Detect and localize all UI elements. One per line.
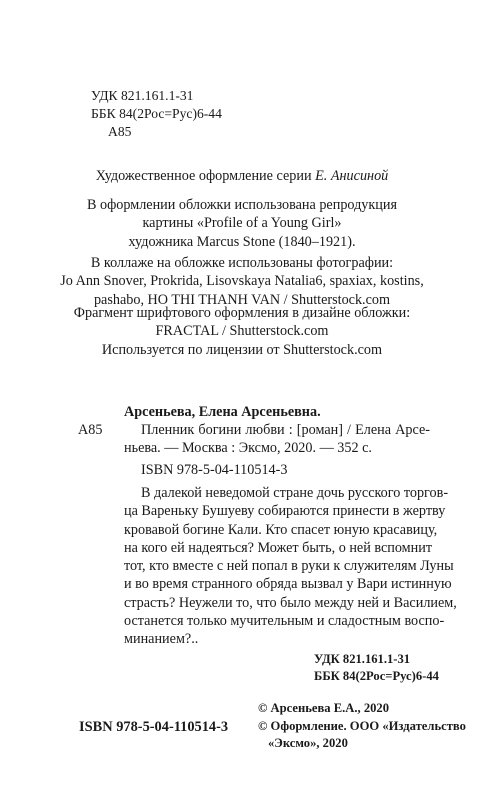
collage-line: pashabo, HO THI THANH VAN / Shutterstock.com bbox=[93, 291, 391, 308]
cover-reproduction-credit bbox=[30, 196, 454, 251]
font-fragment-line: Фрагмент шрифтового оформления в дизайне обложки: bbox=[73, 305, 411, 321]
collage-line: В коллаже на обложке использованы фотографии: bbox=[90, 255, 394, 271]
cover-repro-line: картины «Profile of a Young Girl» bbox=[142, 215, 342, 232]
title-line: ньева. — Москва : Эксмо, 2020. — 352 с. bbox=[124, 440, 372, 457]
copyright-block bbox=[258, 700, 466, 753]
annotation-line: минанием?.. bbox=[124, 631, 199, 648]
catalog-author-mark: А85 bbox=[78, 422, 103, 438]
copyright-design: © Оформление. ООО «Издательство bbox=[258, 718, 466, 733]
catalog-author-heading: Арсеньева, Елена Арсеньевна. bbox=[124, 404, 321, 420]
series-designer-name: Е. Анисиной bbox=[315, 168, 389, 184]
annotation-line: ца Вареньку Бушуеву собираются принести в жертву bbox=[124, 503, 446, 520]
annotation-line: тот, кто вместе с ней попал в руки к служителям Луны bbox=[124, 558, 454, 575]
catalog-udk: УДК 821.161.1-31 bbox=[314, 652, 411, 666]
copyright-author: © Арсеньева Е.А., 2020 bbox=[258, 701, 390, 715]
annotation-line: кровавой богине Кали. Кто спасет юную красавицу, bbox=[124, 521, 438, 538]
title-line: Пленник богини любви : [роман] / Елена Арсе- bbox=[141, 422, 430, 438]
catalog-isbn: ISBN 978-5-04-110514-3 bbox=[141, 462, 288, 478]
author-mark: А85 bbox=[108, 124, 132, 139]
catalog-title-entry bbox=[124, 421, 430, 458]
series-design-credit bbox=[30, 167, 454, 185]
copyright-design-cont: «Эксмо», 2020 bbox=[268, 736, 348, 750]
annotation-line: останется только мучительным и сладостным воспо- bbox=[124, 613, 445, 630]
annotation-line: В далекой неведомой стране дочь русского торгов- bbox=[141, 485, 449, 501]
annotation-line: и во время странного обряда вызвал у Вари истинную bbox=[124, 576, 452, 593]
collage-photo-credit bbox=[30, 254, 454, 309]
annotation bbox=[124, 484, 457, 649]
series-design-prefix: Художественное оформление серии bbox=[95, 168, 316, 184]
font-fragment-line: Используется по лицензии от Shutterstock.com bbox=[101, 341, 383, 358]
bbk-code: ББК 84(2Рос=Рус)6-44 bbox=[91, 106, 222, 121]
udk-code: УДК 821.161.1-31 bbox=[91, 88, 194, 103]
annotation-line: на кого ей надеяться? Может быть, о ней вспомнит bbox=[124, 539, 433, 556]
font-fragment-line: FRACTAL / Shutterstock.com bbox=[155, 323, 329, 340]
collage-line: Jo Ann Snover, Prokrida, Lisovskaya Natalia6, spaxiax, kostins, bbox=[60, 273, 424, 290]
catalog-bbk: ББК 84(2Рос=Рус)6-44 bbox=[314, 669, 439, 683]
annotation-line: страсть? Неужели то, что было между ней и Василием, bbox=[124, 594, 457, 611]
cover-repro-line: В оформлении обложки использована репродукция bbox=[86, 197, 398, 213]
font-fragment-credit bbox=[30, 304, 454, 359]
cover-repro-line: художника Marcus Stone (1840–1921). bbox=[128, 233, 356, 250]
footer-isbn: ISBN 978-5-04-110514-3 bbox=[79, 719, 229, 735]
